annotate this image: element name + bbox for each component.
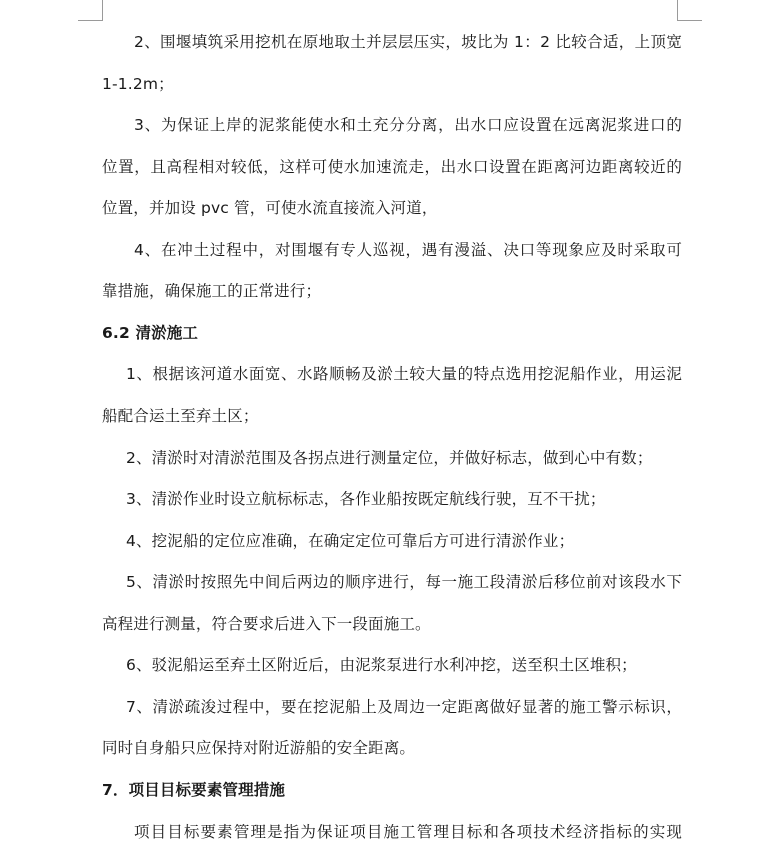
paragraph-line: 2、清淤时对清淤范围及各拐点进行测量定位，并做好标志，做到心中有数；: [126, 449, 653, 467]
paragraph-line: 项目目标要素管理是指为保证项目施工管理目标和各项技术经济指标的实现: [134, 823, 682, 841]
paragraph-line: 4、在冲土过程中，对围堰有专人巡视，遇有漫溢、决口等现象应及时采取可: [134, 241, 682, 259]
paragraph-line: 5、清淤时按照先中间后两边的顺序进行，每一施工段清淤后移位前对该段水下: [126, 573, 682, 591]
paragraph-line: 靠措施，确保施工的正常进行；: [102, 282, 322, 300]
paragraph-line: 6、驳泥船运至弃土区附近后，由泥浆泵进行水利冲挖，送至积土区堆积；: [126, 656, 637, 674]
paragraph-line: 船配合运土至弃土区；: [102, 407, 259, 425]
paragraph-line: 2、围堰填筑采用挖机在原地取土并层层压实，坡比为 1：2 比较合适，上顶宽: [134, 33, 682, 51]
paragraph-line: 3、为保证上岸的泥浆能使水和土充分分离，出水口应设置在远离泥浆进口的: [134, 116, 682, 134]
section-heading: 6.2 清淤施工: [102, 324, 199, 342]
paragraph-line: 1-1.2m；: [102, 75, 174, 93]
paragraph-line: 7、清淤疏浚过程中，要在挖泥船上及周边一定距离做好显著的施工警示标识，: [126, 698, 682, 716]
crop-mark-right: [677, 0, 702, 21]
paragraph-line: 位置，且高程相对较低，这样可使水加速流走，出水口设置在距离河边距离较近的: [102, 158, 682, 176]
paragraph-line: 高程进行测量，符合要求后进入下一段面施工。: [102, 615, 431, 633]
paragraph-line: 位置，并加设 pvc 管，可使水流直接流入河道，: [102, 199, 438, 217]
section-heading: 7．项目目标要素管理措施: [102, 781, 286, 799]
paragraph-line: 1、根据该河道水面宽、水路顺畅及淤土较大量的特点选用挖泥船作业，用运泥: [126, 365, 682, 383]
paragraph-line: 3、清淤作业时设立航标标志，各作业船按既定航线行驶，互不干扰；: [126, 490, 606, 508]
paragraph-line: 同时自身船只应保持对附近游船的安全距离。: [102, 739, 416, 757]
paragraph-line: 4、挖泥船的定位应准确，在确定定位可靠后方可进行清淤作业；: [126, 532, 575, 550]
crop-mark-left: [78, 0, 103, 21]
